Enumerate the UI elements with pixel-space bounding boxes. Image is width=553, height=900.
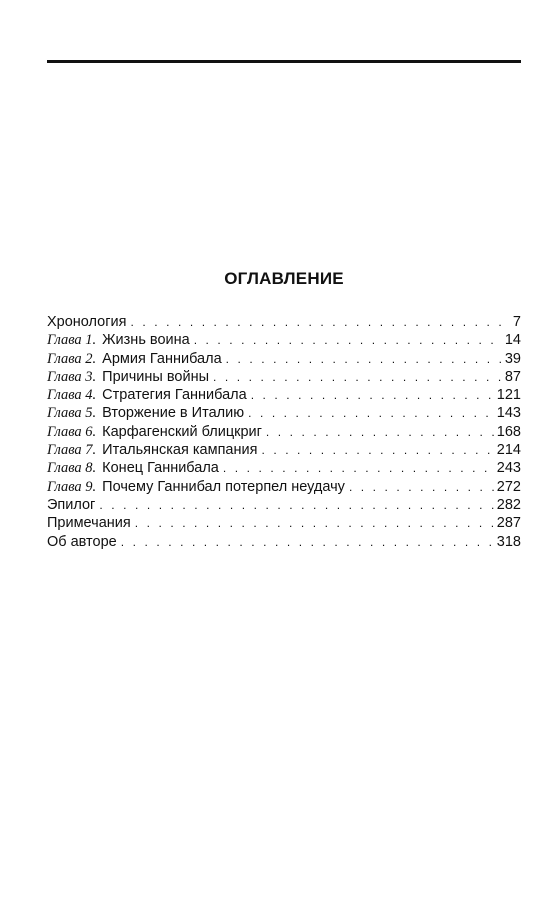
table-of-contents — [47, 313, 521, 551]
entry-title — [47, 313, 126, 331]
entry-text: Примечания — [47, 515, 131, 532]
page-number: 282 — [496, 496, 521, 513]
dot-leader — [226, 350, 502, 368]
entry-text: Эпилог — [47, 496, 96, 513]
page-number: 39 — [504, 350, 521, 367]
entry-title — [47, 386, 247, 404]
page-number: 272 — [496, 478, 521, 495]
toc-entry-chapter-9[interactable] — [47, 478, 521, 496]
entry-title — [47, 368, 209, 386]
header-rule — [47, 60, 521, 63]
chapter-label: Глава 2. — [47, 350, 97, 367]
page-number: 243 — [496, 460, 521, 477]
chapter-label: Глава 8. — [47, 460, 97, 477]
dot-leader — [194, 331, 502, 349]
toc-entry-epilogue[interactable] — [47, 496, 521, 514]
toc-entry-chapter-2[interactable] — [47, 350, 521, 368]
entry-title — [47, 423, 262, 441]
entry-title — [47, 496, 95, 514]
chapter-label: Глава 3. — [47, 368, 97, 385]
toc-entry-chapter-6[interactable] — [47, 423, 521, 441]
page-number: 7 — [512, 314, 521, 330]
entry-text: Хронология — [47, 314, 127, 330]
dot-leader — [121, 533, 494, 551]
entry-title — [47, 441, 257, 459]
entry-text: Стратегия Ганнибала — [102, 387, 247, 404]
entry-text: Причины войны — [102, 368, 210, 385]
entry-text: Карфагенский блицкриг — [102, 423, 262, 440]
entry-text: Итальянская кампания — [102, 442, 258, 459]
chapter-label: Глава 6. — [47, 423, 97, 440]
dot-leader — [248, 404, 494, 422]
toc-entry-about-author[interactable] — [47, 533, 521, 551]
entry-title — [47, 404, 244, 422]
chapter-label: Глава 7. — [47, 442, 97, 459]
dot-leader — [349, 478, 494, 496]
entry-title — [47, 459, 219, 477]
entry-text: Армия Ганнибала — [102, 350, 222, 367]
chapter-label: Глава 4. — [47, 387, 97, 404]
dot-leader — [223, 459, 494, 477]
dot-leader — [130, 313, 509, 331]
entry-text: Конец Ганнибала — [102, 460, 219, 477]
page-number: 87 — [504, 368, 521, 385]
toc-entry-chapter-3[interactable] — [47, 368, 521, 386]
entry-title — [47, 533, 117, 551]
page-number: 287 — [496, 515, 521, 532]
toc-entry-chapter-8[interactable] — [47, 459, 521, 477]
dot-leader — [99, 496, 493, 514]
entry-text: Об авторе — [47, 533, 117, 550]
entry-text: Почему Ганнибал потерпел неудачу — [102, 478, 345, 495]
dot-leader — [213, 368, 502, 386]
entry-title — [47, 514, 131, 532]
entry-title — [47, 331, 190, 349]
toc-entry-chapter-1[interactable] — [47, 331, 521, 349]
dot-leader — [251, 386, 494, 404]
page-title: ОГЛАВЛЕНИЕ — [224, 269, 344, 288]
chapter-label: Глава 1. — [47, 332, 97, 349]
toc-entry-chapter-7[interactable] — [47, 441, 521, 459]
toc-entry-chapter-5[interactable] — [47, 404, 521, 422]
dot-leader — [266, 423, 494, 441]
toc-entry-notes[interactable] — [47, 514, 521, 532]
entry-title — [47, 478, 345, 496]
page-number: 318 — [496, 533, 521, 550]
toc-entry-chronology[interactable] — [47, 313, 521, 331]
page-number: 168 — [496, 423, 521, 440]
chapter-label: Глава 5. — [47, 405, 97, 422]
entry-title — [47, 350, 222, 368]
page-number: 14 — [504, 332, 521, 349]
dot-leader — [261, 441, 493, 459]
page-number: 214 — [496, 442, 521, 459]
page-number: 121 — [496, 387, 521, 404]
page-number: 143 — [496, 405, 521, 422]
entry-text: Вторжение в Италию — [102, 405, 245, 422]
chapter-label: Глава 9. — [47, 478, 97, 495]
entry-text: Жизнь воина — [102, 332, 190, 349]
dot-leader — [135, 514, 494, 532]
toc-entry-chapter-4[interactable] — [47, 386, 521, 404]
